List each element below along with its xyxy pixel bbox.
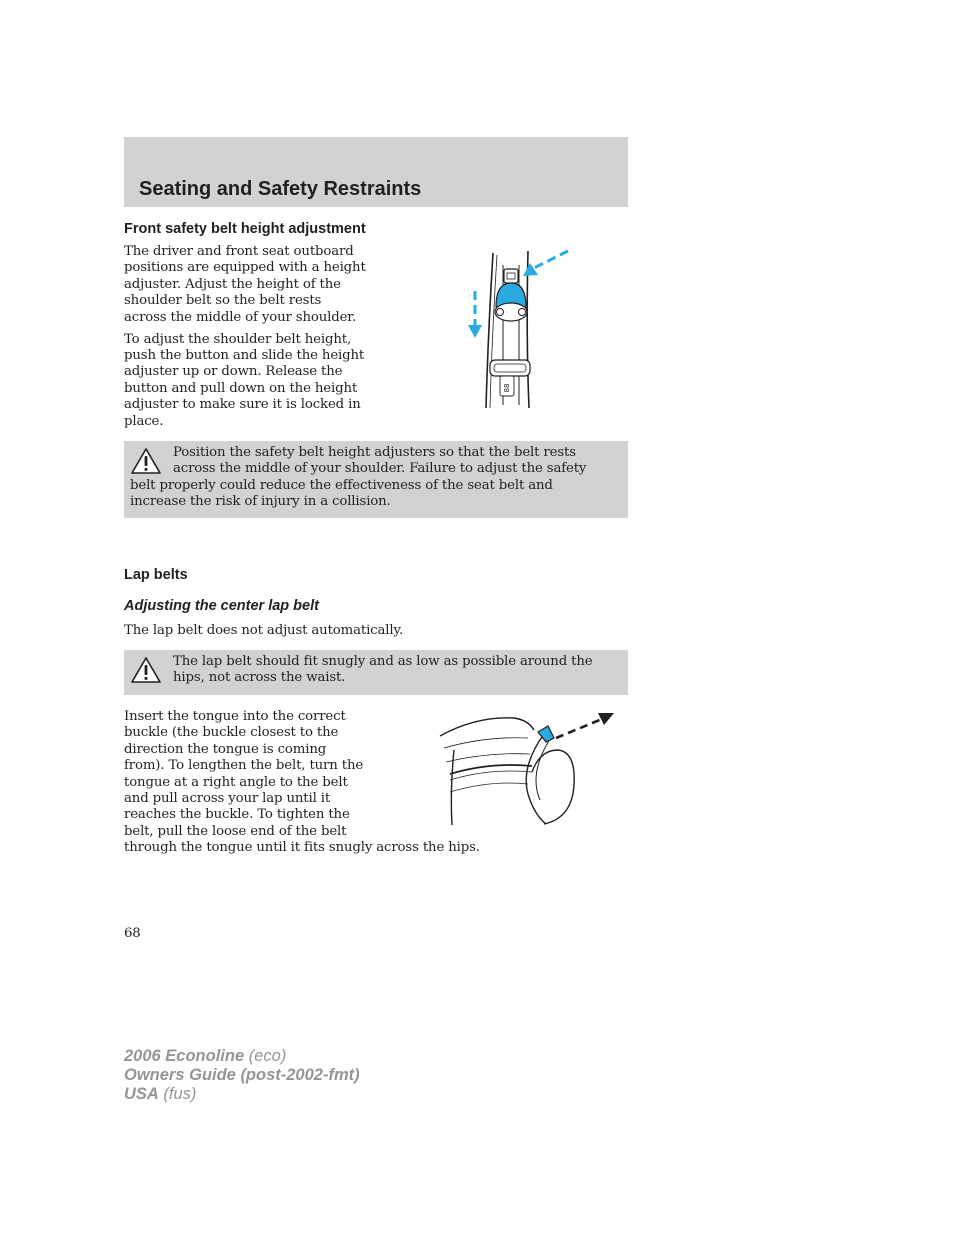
text-line: buckle (the buckle closest to the [124, 725, 339, 741]
text-line: To adjust the shoulder belt height, [124, 331, 352, 347]
text-line: button and pull down on the height [124, 380, 358, 396]
footer-line-region [124, 1085, 360, 1104]
warning-triangle-icon [130, 656, 162, 684]
text-line: shoulder belt so the belt rests [124, 293, 322, 309]
lap-belt-intro: The lap belt does not adjust automatically. [124, 623, 404, 638]
text-line: positions are equipped with a height [124, 260, 366, 276]
height-adjuster-illustration [460, 245, 575, 411]
text-line: adjuster to make sure it is locked in [124, 397, 361, 413]
paragraph-adjust-instructions [124, 332, 394, 430]
footer-region: USA [124, 1085, 159, 1103]
paragraph-height-adjuster [124, 244, 394, 326]
lap-belt-illustration [436, 710, 618, 830]
warning-text-belt-height [130, 445, 620, 511]
footer-model: 2006 Econoline [124, 1047, 245, 1065]
text-line: increase the risk of injury in a collision. [130, 494, 391, 510]
warning-text-lap-belt [173, 654, 623, 687]
footer-model-code: (eco) [244, 1047, 287, 1065]
text-line: The driver and front seat outboard [124, 244, 354, 259]
text-line: push the button and slide the height [124, 347, 365, 363]
footer-line-model [124, 1047, 360, 1066]
text-line: from). To lengthen the belt, turn the [124, 758, 364, 774]
subheading-center-lap-belt: Adjusting the center lap belt [124, 598, 319, 614]
document-footer [124, 1047, 360, 1104]
text-line: reaches the buckle. To tighten the [124, 807, 350, 823]
text-line: through the tongue until it fits snugly across the hips. [124, 840, 480, 856]
section-title: Seating and Safety Restraints [139, 178, 422, 200]
text-line: hips, not across the waist. [173, 670, 346, 686]
text-line: belt, pull the loose end of the belt [124, 823, 347, 839]
text-line: direction the tongue is coming [124, 741, 327, 757]
heading-lap-belts: Lap belts [124, 567, 188, 583]
footer-region-code: (fus) [158, 1085, 197, 1103]
text-line: and pull across your lap until it [124, 791, 331, 807]
heading-belt-height-adjustment: Front safety belt height adjustment [124, 221, 366, 237]
text-line: across the middle of your shoulder. [124, 309, 357, 325]
text-line: belt properly could reduce the effectiveness of the seat belt and [130, 477, 553, 493]
text-line: adjuster. Adjust the height of the [124, 276, 341, 292]
text-line: The lap belt should fit snugly and as low as possible around the [173, 654, 593, 669]
text-line: adjuster up or down. Release the [124, 364, 343, 380]
text-line: Insert the tongue into the correct [124, 709, 346, 724]
page-number: 68 [124, 926, 141, 941]
footer-line-guide [124, 1066, 360, 1085]
text-line: Position the safety belt height adjusters so that the belt rests [173, 445, 576, 460]
text-line: across the middle of your shoulder. Failure to adjust the safety [173, 461, 587, 477]
svg-text:88: 88 [503, 383, 511, 393]
footer-guide: Owners Guide (post-2002-fmt) [124, 1066, 360, 1084]
text-line: place. [124, 413, 164, 429]
text-line: tongue at a right angle to the belt [124, 774, 348, 790]
belt-height-description [124, 244, 394, 430]
